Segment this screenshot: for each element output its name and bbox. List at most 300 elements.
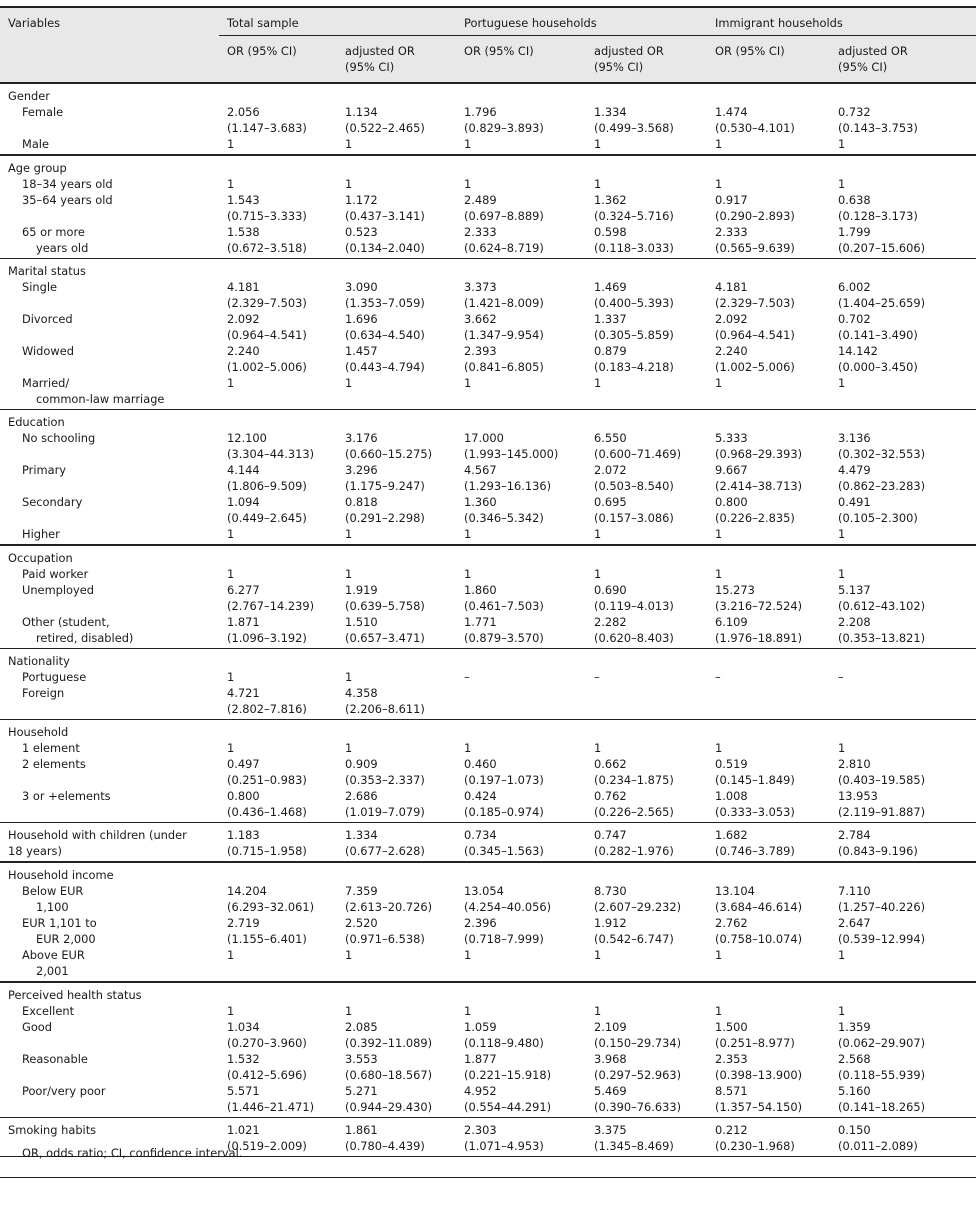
confidence-interval: (0.843–9.196) <box>838 844 918 858</box>
confidence-interval: (0.390–76.633) <box>594 1100 682 1114</box>
cell-immigrant-or <box>707 343 830 375</box>
row-label <box>0 494 219 526</box>
row-label-line: Single <box>22 280 58 294</box>
odds-ratio-value: 14.142 <box>838 344 878 358</box>
cell-total-or <box>219 375 337 410</box>
confidence-interval: (0.715–1.958) <box>227 844 307 858</box>
cell-portuguese-adjusted-or <box>586 176 707 192</box>
confidence-interval: (0.968–29.393) <box>715 447 803 461</box>
cell-immigrant-or <box>707 883 830 915</box>
odds-ratio-value: 1 <box>227 741 235 755</box>
odds-ratio-value: 8.730 <box>594 884 627 898</box>
cell-portuguese-or <box>456 462 586 494</box>
odds-ratio-value: 5.160 <box>838 1084 871 1098</box>
confidence-interval: (0.134–2.040) <box>345 241 425 255</box>
table-row <box>0 740 976 756</box>
cell-portuguese-or <box>456 566 586 582</box>
row-label-line: 1 element <box>22 741 80 755</box>
odds-ratio-value: 6.002 <box>838 280 871 294</box>
table-row <box>0 1051 976 1083</box>
confidence-interval: (1.421–8.009) <box>464 296 544 310</box>
odds-ratio-value: 8.571 <box>715 1084 748 1098</box>
cell-immigrant-or <box>707 311 830 343</box>
row-label <box>0 343 219 375</box>
odds-ratio-value: 1 <box>345 1004 353 1018</box>
table-row <box>0 430 976 462</box>
confidence-interval: (1.019–7.079) <box>345 805 425 819</box>
cell-immigrant-or <box>707 566 830 582</box>
confidence-interval: (0.565–9.639) <box>715 241 795 255</box>
odds-ratio-table <box>0 6 976 1157</box>
header-group-total-sample: Total sample <box>219 7 456 36</box>
confidence-interval: (0.290–2.893) <box>715 209 795 223</box>
table-row <box>0 104 976 136</box>
row-label-line: Paid worker <box>22 567 89 581</box>
confidence-interval: (1.993–145.000) <box>464 447 559 461</box>
odds-ratio-value: 4.721 <box>227 686 260 700</box>
odds-ratio-value: 1.034 <box>227 1020 260 1034</box>
cell-total-or <box>219 915 337 947</box>
cell-immigrant-or <box>707 224 830 259</box>
odds-ratio-value: 3.176 <box>345 431 378 445</box>
cell-portuguese-adjusted-or <box>586 494 707 526</box>
cell-immigrant-or <box>707 740 830 756</box>
row-label <box>0 788 219 823</box>
odds-ratio-value: 1 <box>345 177 353 191</box>
row-label-line: Unemployed <box>22 583 95 597</box>
confidence-interval: (0.011–2.089) <box>838 1139 918 1153</box>
cell-immigrant-adjusted-or <box>830 1003 976 1019</box>
odds-ratio-value: 1 <box>227 137 235 151</box>
row-label <box>0 566 219 582</box>
odds-ratio-value: 1.362 <box>594 193 627 207</box>
confidence-interval: (1.347–9.954) <box>464 328 544 342</box>
confidence-interval: (0.530–4.101) <box>715 121 795 135</box>
odds-ratio-value: 0.702 <box>838 312 871 326</box>
cell-immigrant-adjusted-or <box>830 136 976 155</box>
cell-total-adjusted-or <box>337 343 456 375</box>
section-title: Education <box>8 415 65 429</box>
cell-total-adjusted-or <box>337 614 456 649</box>
cell-immigrant-or <box>707 176 830 192</box>
cell-immigrant-or <box>707 192 830 224</box>
section-header-age-group <box>0 155 976 176</box>
confidence-interval: (1.002–5.006) <box>715 360 795 374</box>
table-row <box>0 1019 976 1051</box>
confidence-interval: (1.293–16.136) <box>464 479 552 493</box>
odds-ratio-value: 1.360 <box>464 495 497 509</box>
odds-ratio-value: 1.469 <box>594 280 627 294</box>
confidence-interval: (0.183–4.218) <box>594 360 674 374</box>
table-row <box>0 192 976 224</box>
odds-ratio-value: 4.181 <box>227 280 260 294</box>
table-row <box>0 224 976 259</box>
odds-ratio-value: 4.181 <box>715 280 748 294</box>
row-label-line: EUR 1,101 to <box>22 916 97 930</box>
cell-total-or <box>219 669 337 685</box>
cell-total-adjusted-or <box>337 582 456 614</box>
row-label <box>0 311 219 343</box>
confidence-interval: (2.767–14.239) <box>227 599 315 613</box>
odds-ratio-value: 1.532 <box>227 1052 260 1066</box>
section-title: Age group <box>8 161 67 175</box>
odds-ratio-value: 2.647 <box>838 916 871 930</box>
confidence-interval: (0.862–23.283) <box>838 479 926 493</box>
row-label-line: Excellent <box>22 1004 75 1018</box>
odds-ratio-value: 6.277 <box>227 583 260 597</box>
section-header-education <box>0 410 976 431</box>
confidence-interval: (0.879–3.570) <box>464 631 544 645</box>
cell-portuguese-adjusted-or <box>586 375 707 410</box>
confidence-interval: (0.207–15.606) <box>838 241 926 255</box>
confidence-interval: (0.324–5.716) <box>594 209 674 223</box>
odds-ratio-value: 1 <box>715 567 723 581</box>
section-title: Household <box>8 725 69 739</box>
odds-ratio-value: 0.734 <box>464 828 497 842</box>
cell-portuguese-or <box>456 192 586 224</box>
row-label <box>0 176 219 192</box>
odds-ratio-value: 2.686 <box>345 789 378 803</box>
confidence-interval: (0.780–4.439) <box>345 1139 425 1153</box>
cell-immigrant-adjusted-or <box>830 685 976 720</box>
confidence-interval: (1.357–54.150) <box>715 1100 803 1114</box>
cell-portuguese-adjusted-or <box>586 947 707 982</box>
odds-ratio-value: 1 <box>594 567 602 581</box>
confidence-interval: (0.270–3.960) <box>227 1036 307 1050</box>
confidence-interval: (0.639–5.758) <box>345 599 425 613</box>
odds-ratio-value: 13.054 <box>464 884 504 898</box>
row-label-line: Below EUR <box>22 884 84 898</box>
odds-ratio-value: 3.090 <box>345 280 378 294</box>
confidence-interval: (1.976–18.891) <box>715 631 803 645</box>
odds-ratio-value: 2.282 <box>594 615 627 629</box>
cell-portuguese-or <box>456 582 586 614</box>
odds-ratio-value: 1.172 <box>345 193 378 207</box>
cell-total-or <box>219 430 337 462</box>
row-label <box>0 1003 219 1019</box>
odds-ratio-value: 1 <box>594 741 602 755</box>
confidence-interval: (1.404–25.659) <box>838 296 926 310</box>
row-label-line: 2 elements <box>22 757 86 771</box>
cell-total-adjusted-or <box>337 192 456 224</box>
cell-total-adjusted-or <box>337 566 456 582</box>
odds-ratio-value: 4.479 <box>838 463 871 477</box>
cell-immigrant-or <box>707 375 830 410</box>
confidence-interval: (0.677–2.628) <box>345 844 425 858</box>
cell-total-or <box>219 526 337 545</box>
cell-immigrant-adjusted-or <box>830 311 976 343</box>
table-body <box>0 83 976 1157</box>
cell-immigrant-adjusted-or <box>830 566 976 582</box>
odds-ratio-value: 2.303 <box>464 1123 497 1137</box>
table-row <box>0 788 976 823</box>
confidence-interval: (1.155–6.401) <box>227 932 307 946</box>
cell-total-or <box>219 224 337 259</box>
odds-ratio-value: 1 <box>227 567 235 581</box>
odds-ratio-value: 1.912 <box>594 916 627 930</box>
cell-total-adjusted-or <box>337 462 456 494</box>
cell-portuguese-or <box>456 136 586 155</box>
odds-ratio-value: 1.359 <box>838 1020 871 1034</box>
cell-portuguese-or <box>456 685 586 720</box>
confidence-interval: (0.718–7.999) <box>464 932 544 946</box>
odds-ratio-value: 1 <box>715 527 723 541</box>
odds-ratio-value: 1.134 <box>345 105 378 119</box>
odds-ratio-value: 1 <box>345 948 353 962</box>
odds-ratio-value: 1 <box>838 177 846 191</box>
cell-immigrant-adjusted-or <box>830 279 976 311</box>
odds-ratio-value: 0.800 <box>715 495 748 509</box>
odds-ratio-value: 1 <box>345 670 353 684</box>
confidence-interval: (1.175–9.247) <box>345 479 425 493</box>
row-label <box>0 192 219 224</box>
cell-total-or <box>219 192 337 224</box>
confidence-interval: (0.657–3.471) <box>345 631 425 645</box>
odds-ratio-value: 1.877 <box>464 1052 497 1066</box>
odds-ratio-value: 2.109 <box>594 1020 627 1034</box>
confidence-interval: (0.841–6.805) <box>464 360 544 374</box>
table-row <box>0 343 976 375</box>
row-label-line: years old <box>36 241 89 255</box>
row-label <box>0 526 219 545</box>
odds-ratio-value: 1 <box>838 741 846 755</box>
cell-portuguese-or <box>456 756 586 788</box>
cell-total-or <box>219 136 337 155</box>
cell-total-or <box>219 279 337 311</box>
row-label-line: Primary <box>22 463 67 477</box>
row-label-line: 65 or more <box>22 225 85 239</box>
cell-total-or <box>219 311 337 343</box>
cell-immigrant-adjusted-or <box>830 343 976 375</box>
confidence-interval: (0.282–1.976) <box>594 844 674 858</box>
cell-immigrant-adjusted-or <box>830 192 976 224</box>
odds-ratio-value: 2.719 <box>227 916 260 930</box>
cell-immigrant-adjusted-or <box>830 756 976 788</box>
odds-ratio-value: 1 <box>345 376 353 390</box>
odds-ratio-value: 1 <box>345 567 353 581</box>
cell-portuguese-adjusted-or <box>586 566 707 582</box>
cell-portuguese-or <box>456 375 586 410</box>
cell-portuguese-or <box>456 176 586 192</box>
odds-ratio-value: 1 <box>464 177 472 191</box>
cell-total-or <box>219 1003 337 1019</box>
cell-total-adjusted-or <box>337 823 456 863</box>
cell-total-or <box>219 947 337 982</box>
odds-ratio-value: 2.333 <box>715 225 748 239</box>
cell-total-or <box>219 104 337 136</box>
subheader-line: OR (95% CI) <box>715 44 785 58</box>
cell-total-or <box>219 566 337 582</box>
confidence-interval: (0.251–8.977) <box>715 1036 795 1050</box>
table-row <box>0 462 976 494</box>
confidence-interval: (0.291–2.298) <box>345 511 425 525</box>
table-row <box>0 823 976 863</box>
odds-ratio-value: 1 <box>715 948 723 962</box>
subheader-line: (95% CI) <box>345 60 395 74</box>
cell-portuguese-or <box>456 224 586 259</box>
table-row <box>0 915 976 947</box>
cell-total-or <box>219 740 337 756</box>
confidence-interval: (0.971–6.538) <box>345 932 425 946</box>
section-header-gender <box>0 83 976 104</box>
odds-ratio-value: 3.662 <box>464 312 497 326</box>
cell-total-adjusted-or <box>337 1051 456 1083</box>
odds-ratio-value: 13.953 <box>838 789 878 803</box>
odds-ratio-value: 0.598 <box>594 225 627 239</box>
cell-portuguese-or <box>456 1019 586 1051</box>
odds-ratio-value: 17.000 <box>464 431 504 445</box>
cell-portuguese-or <box>456 526 586 545</box>
cell-total-or <box>219 343 337 375</box>
odds-ratio-value: 1.334 <box>594 105 627 119</box>
row-label <box>0 669 219 685</box>
odds-ratio-value: 0.519 <box>715 757 748 771</box>
confidence-interval: (0.829–3.893) <box>464 121 544 135</box>
cell-immigrant-or <box>707 104 830 136</box>
confidence-interval: (0.539–12.994) <box>838 932 926 946</box>
odds-ratio-value: 0.638 <box>838 193 871 207</box>
confidence-interval: (0.105–2.300) <box>838 511 918 525</box>
cell-portuguese-or <box>456 1083 586 1118</box>
cell-immigrant-adjusted-or <box>830 462 976 494</box>
cell-portuguese-or <box>456 614 586 649</box>
odds-ratio-value: 1.543 <box>227 193 260 207</box>
odds-ratio-value: 3.553 <box>345 1052 378 1066</box>
odds-ratio-value: 1 <box>227 376 235 390</box>
cell-portuguese-or <box>456 343 586 375</box>
cell-portuguese-or <box>456 669 586 685</box>
cell-immigrant-adjusted-or <box>830 1019 976 1051</box>
confidence-interval: (0.197–1.073) <box>464 773 544 787</box>
odds-ratio-value: 4.358 <box>345 686 378 700</box>
confidence-interval: (0.157–3.086) <box>594 511 674 525</box>
cell-portuguese-adjusted-or <box>586 136 707 155</box>
cell-immigrant-adjusted-or <box>830 176 976 192</box>
subheader-line: OR (95% CI) <box>227 44 297 58</box>
odds-ratio-value: 1 <box>594 137 602 151</box>
odds-ratio-value: 3.375 <box>594 1123 627 1137</box>
confidence-interval: (0.141–3.490) <box>838 328 918 342</box>
row-label-line: 1,100 <box>36 900 69 914</box>
cell-portuguese-or <box>456 915 586 947</box>
odds-ratio-value: 1 <box>345 137 353 151</box>
odds-ratio-value: 5.469 <box>594 1084 627 1098</box>
subheader-line: adjusted OR <box>594 44 664 58</box>
odds-ratio-value: 3.968 <box>594 1052 627 1066</box>
odds-ratio-value: 1 <box>345 741 353 755</box>
odds-ratio-value: 0.662 <box>594 757 627 771</box>
odds-ratio-value: 1 <box>464 527 472 541</box>
subheader-immigrant-or <box>707 36 830 84</box>
row-label <box>0 1019 219 1051</box>
odds-ratio-value: 2.333 <box>464 225 497 239</box>
odds-ratio-value: 0.909 <box>345 757 378 771</box>
row-label-line: 18–34 years old <box>22 177 113 191</box>
section-title: Marital status <box>8 264 86 278</box>
odds-ratio-value: 2.353 <box>715 1052 748 1066</box>
confidence-interval: (0.944–29.430) <box>345 1100 433 1114</box>
cell-portuguese-adjusted-or <box>586 1083 707 1118</box>
confidence-interval: (0.620–8.403) <box>594 631 674 645</box>
odds-ratio-value: 2.056 <box>227 105 260 119</box>
cell-portuguese-adjusted-or <box>586 756 707 788</box>
confidence-interval: (3.216–72.524) <box>715 599 803 613</box>
odds-ratio-value: 1.860 <box>464 583 497 597</box>
odds-ratio-value: 1.871 <box>227 615 260 629</box>
confidence-interval: (0.118–9.480) <box>464 1036 544 1050</box>
confidence-interval: (0.128–3.173) <box>838 209 918 223</box>
cell-total-adjusted-or <box>337 526 456 545</box>
table-row <box>0 582 976 614</box>
cell-portuguese-adjusted-or <box>586 614 707 649</box>
confidence-interval: (0.345–1.563) <box>464 844 544 858</box>
subheader-portuguese-adjusted-or <box>586 36 707 84</box>
odds-ratio-value: 1 <box>838 527 846 541</box>
cell-portuguese-or <box>456 788 586 823</box>
cell-portuguese-adjusted-or <box>586 462 707 494</box>
odds-ratio-value: 2.784 <box>838 828 871 842</box>
confidence-interval: (1.257–40.226) <box>838 900 926 914</box>
odds-ratio-value: 1.334 <box>345 828 378 842</box>
cell-immigrant-or <box>707 915 830 947</box>
confidence-interval: (2.802–7.816) <box>227 702 307 716</box>
confidence-interval: (0.449–2.645) <box>227 511 307 525</box>
table-row <box>0 136 976 155</box>
odds-ratio-value: 1.682 <box>715 828 748 842</box>
row-label-line: Above EUR <box>22 948 85 962</box>
cell-total-or <box>219 176 337 192</box>
cell-immigrant-or <box>707 582 830 614</box>
cell-immigrant-or <box>707 1003 830 1019</box>
subheader-line: adjusted OR <box>345 44 415 58</box>
odds-ratio-value: 0.424 <box>464 789 497 803</box>
section-header-perceived-health-status <box>0 982 976 1003</box>
odds-ratio-value: 0.818 <box>345 495 378 509</box>
confidence-interval: (0.715–3.333) <box>227 209 307 223</box>
table-row <box>0 669 976 685</box>
odds-ratio-value: 1 <box>464 137 472 151</box>
table-row <box>0 279 976 311</box>
odds-ratio-value: 1.457 <box>345 344 378 358</box>
confidence-interval: (0.119–4.013) <box>594 599 674 613</box>
cell-total-adjusted-or <box>337 104 456 136</box>
odds-ratio-value: – <box>464 670 470 684</box>
confidence-interval: (1.806–9.509) <box>227 479 307 493</box>
subheader-portuguese-or <box>456 36 586 84</box>
cell-immigrant-adjusted-or <box>830 430 976 462</box>
confidence-interval: (0.230–1.968) <box>715 1139 795 1153</box>
odds-ratio-value: 0.523 <box>345 225 378 239</box>
cell-portuguese-or <box>456 740 586 756</box>
odds-ratio-value: 1 <box>715 177 723 191</box>
cell-portuguese-adjusted-or <box>586 669 707 685</box>
odds-ratio-value: 1 <box>594 948 602 962</box>
row-label-line: Household with children (under <box>8 828 187 842</box>
odds-ratio-value: 2.489 <box>464 193 497 207</box>
cell-immigrant-adjusted-or <box>830 823 976 863</box>
cell-total-or <box>219 883 337 915</box>
row-label <box>0 883 219 915</box>
odds-ratio-value: 2.520 <box>345 916 378 930</box>
confidence-interval: (0.600–71.469) <box>594 447 682 461</box>
confidence-interval: (0.461–7.503) <box>464 599 544 613</box>
confidence-interval: (1.071–4.953) <box>464 1139 544 1153</box>
confidence-interval: (0.964–4.541) <box>715 328 795 342</box>
odds-ratio-value: 14.204 <box>227 884 267 898</box>
cell-portuguese-or <box>456 430 586 462</box>
row-label-line: retired, disabled) <box>36 631 134 645</box>
row-label-line: Other (student, <box>22 615 110 629</box>
